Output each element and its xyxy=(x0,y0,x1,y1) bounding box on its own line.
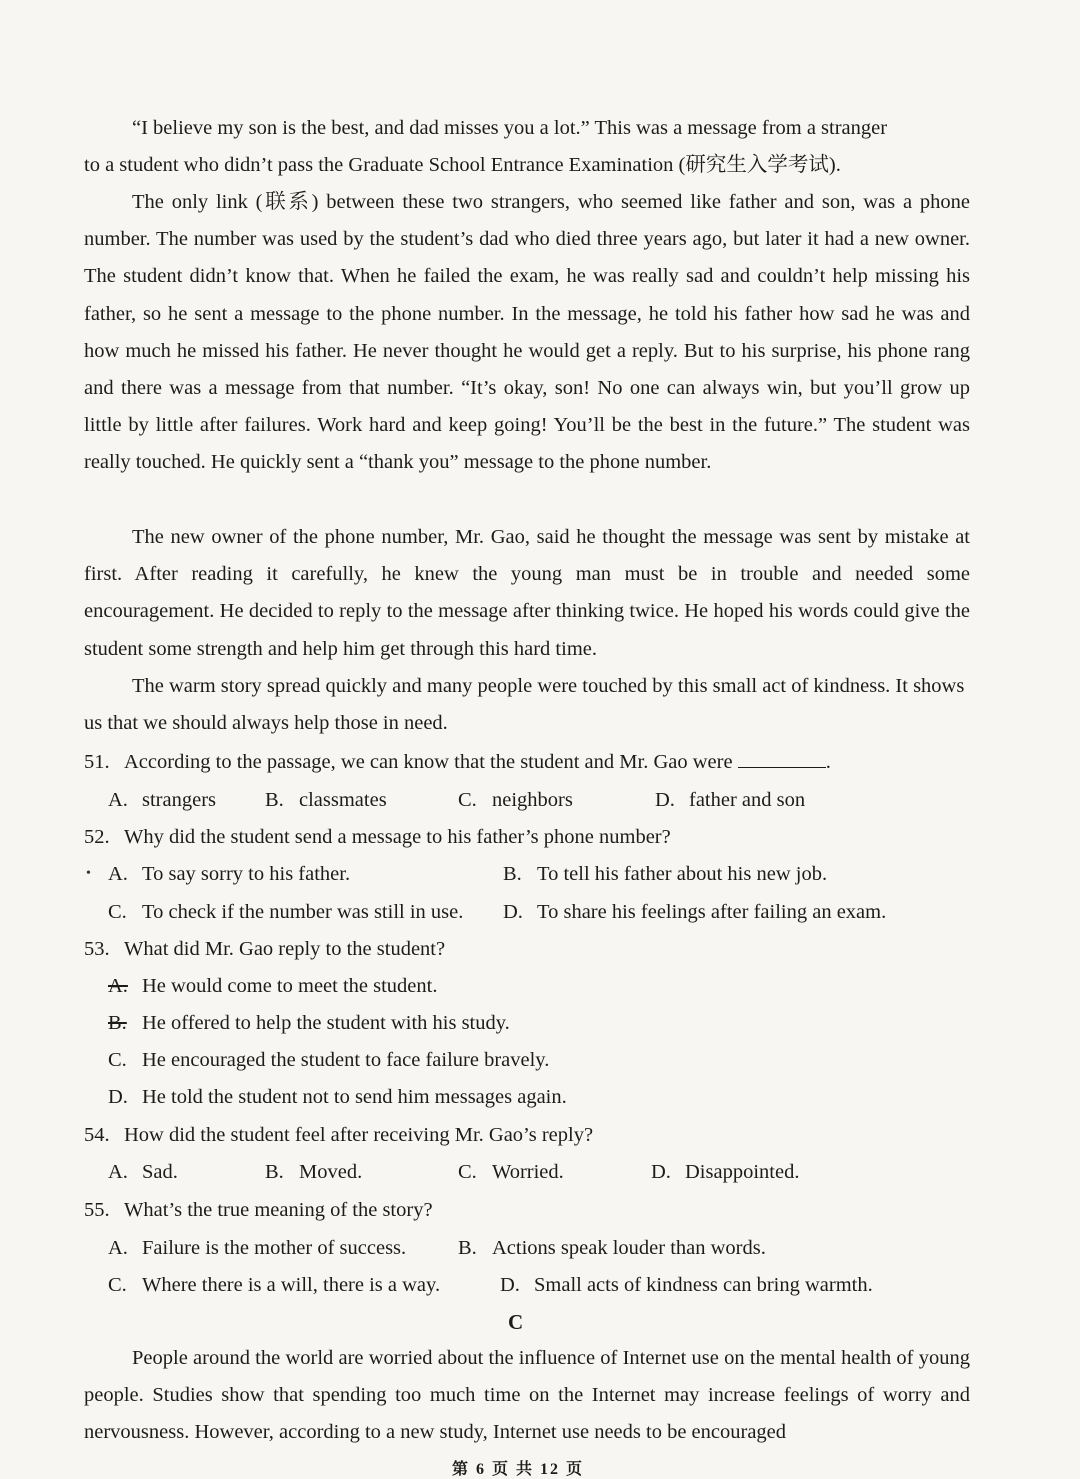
pen-dot-mark: • xyxy=(86,866,91,881)
option-text: Sad. xyxy=(142,1161,178,1183)
option-text: Small acts of kindness can bring warmth. xyxy=(534,1274,873,1296)
option-51-c[interactable] xyxy=(458,785,573,815)
option-letter: D. xyxy=(651,1161,671,1183)
question-55 xyxy=(84,1195,433,1225)
option-text: strangers xyxy=(142,789,217,811)
option-letter-crossed: B. xyxy=(108,1012,127,1034)
option-text: He told the student not to send him messages again. xyxy=(142,1086,567,1108)
option-52-c[interactable] xyxy=(108,897,463,927)
question-54 xyxy=(84,1120,593,1150)
option-53-d[interactable] xyxy=(108,1082,567,1112)
option-51-a[interactable] xyxy=(108,785,216,815)
option-letter: D. xyxy=(655,789,675,811)
option-52-a[interactable] xyxy=(108,859,350,889)
option-letter: C. xyxy=(108,901,127,923)
option-55-b[interactable] xyxy=(458,1233,766,1263)
option-letter: B. xyxy=(265,1161,284,1183)
option-letter-crossed: A. xyxy=(108,975,128,997)
option-letter: C. xyxy=(108,1274,127,1296)
option-letter: A. xyxy=(108,1161,128,1183)
option-text: Worried. xyxy=(492,1161,564,1183)
option-53-b[interactable] xyxy=(108,1008,510,1038)
option-54-d[interactable] xyxy=(651,1157,799,1187)
question-text: What did Mr. Gao reply to the student? xyxy=(124,938,446,960)
option-text: Where there is a will, there is a way. xyxy=(142,1274,441,1296)
option-text: neighbors xyxy=(492,789,573,811)
paragraph-2-text: The only link (联系) between these two strangers, who seemed like father and son, was a phone number. The number was used by the student’s dad who died three years ago, but later it had a new owner. The student didn’t know that. When he failed the exam, he was really sad and couldn’t help missing his father, so he sent a message to the phone number. In the message, he told his father how sad he was and how much he missed his father. He never thought he would get a reply. But to his surprise, his phone rang and there was a message from that number. “It’s okay, son! No one can always win, but you’ll grow up little by little after failures. Work hard and keep going! You’ll be the best in the future.” The student was really touched. He quickly sent a “thank you” message to the phone number. xyxy=(84,191,970,474)
option-text: He offered to help the student with his study. xyxy=(142,1012,510,1034)
option-letter: C. xyxy=(458,1161,477,1183)
option-text: classmates xyxy=(299,789,387,811)
passage-b-paragraph-2 xyxy=(84,184,970,482)
passage-c-paragraph-1 xyxy=(84,1340,970,1452)
option-letter: B. xyxy=(503,863,522,885)
question-number: 55. xyxy=(84,1199,110,1221)
option-52-b[interactable] xyxy=(503,859,827,889)
option-52-d[interactable] xyxy=(503,897,886,927)
option-51-b[interactable] xyxy=(265,785,387,815)
question-text: Why did the student send a message to his father’s phone number? xyxy=(124,826,671,848)
question-text: According to the passage, we can know that the student and Mr. Gao were xyxy=(124,751,733,773)
option-letter: D. xyxy=(503,901,523,923)
paragraph-1-line-1: “I believe my son is the best, and dad misses you a lot.” This was a message from a stranger xyxy=(132,117,888,139)
option-text: To share his feelings after failing an exam. xyxy=(537,901,887,923)
passage-c-text: People around the world are worried about the influence of Internet use on the mental health of young people. Studies show that spending too much time on the Internet may increase feelings of worry and nervousness. However, according to a new study, Internet use needs to be encouraged xyxy=(84,1347,970,1444)
option-letter: D. xyxy=(500,1274,520,1296)
option-letter: A. xyxy=(108,789,128,811)
option-text: Moved. xyxy=(299,1161,363,1183)
page-footer: 第 6 页 共 12 页 xyxy=(452,1461,585,1478)
question-text: What’s the true meaning of the story? xyxy=(124,1199,433,1221)
question-number: 51. xyxy=(84,751,110,773)
passage-b-paragraph-4 xyxy=(84,668,970,742)
option-text: To tell his father about his new job. xyxy=(537,863,828,885)
section-c-heading: C xyxy=(508,1310,524,1334)
option-letter: A. xyxy=(108,1237,128,1259)
option-letter: A. xyxy=(108,863,128,885)
question-text: How did the student feel after receiving Mr. Gao’s reply? xyxy=(124,1124,594,1146)
option-53-c[interactable] xyxy=(108,1045,549,1075)
option-text: To check if the number was still in use. xyxy=(142,901,464,923)
question-number: 52. xyxy=(84,826,110,848)
option-letter: B. xyxy=(458,1237,477,1259)
passage-b-paragraph-3 xyxy=(84,519,970,668)
option-letter: C. xyxy=(108,1049,127,1071)
option-text: Failure is the mother of success. xyxy=(142,1237,407,1259)
question-number: 54. xyxy=(84,1124,110,1146)
option-letter: C. xyxy=(458,789,477,811)
option-text: To say sorry to his father. xyxy=(142,863,351,885)
option-letter: D. xyxy=(108,1086,128,1108)
option-54-c[interactable] xyxy=(458,1157,564,1187)
option-51-d[interactable] xyxy=(655,785,805,815)
paragraph-1-line-2: to a student who didn’t pass the Graduate School Entrance Examination (研究生入学考试). xyxy=(84,154,841,177)
option-53-a[interactable] xyxy=(108,971,437,1001)
option-55-d[interactable] xyxy=(500,1270,873,1300)
question-end: . xyxy=(825,751,831,773)
option-54-b[interactable] xyxy=(265,1157,362,1187)
paragraph-4-text: The warm story spread quickly and many people were touched by this small act of kindness. It shows us that we should always help those in need. xyxy=(84,675,965,735)
option-text: Disappointed. xyxy=(685,1161,800,1183)
option-55-a[interactable] xyxy=(108,1233,406,1263)
paragraph-3-text: The new owner of the phone number, Mr. Gao, said he thought the message was sent by mistake at first. After reading it carefully, he knew the young man must be in trouble and needed some encouragement. He decided to reply to the message after thinking twice. He hoped his words could give the student some strength and help him get through this hard time. xyxy=(84,526,970,660)
answer-blank[interactable] xyxy=(738,749,826,768)
option-text: He would come to meet the student. xyxy=(142,975,438,997)
question-52 xyxy=(84,822,671,852)
option-letter: B. xyxy=(265,789,284,811)
question-number: 53. xyxy=(84,938,110,960)
passage-b-paragraph-1 xyxy=(84,110,970,184)
option-55-c[interactable] xyxy=(108,1270,440,1300)
question-53 xyxy=(84,934,445,964)
option-54-a[interactable] xyxy=(108,1157,178,1187)
question-51 xyxy=(84,747,831,777)
option-text: father and son xyxy=(689,789,806,811)
option-text: He encouraged the student to face failure bravely. xyxy=(142,1049,550,1071)
option-text: Actions speak louder than words. xyxy=(492,1237,766,1259)
